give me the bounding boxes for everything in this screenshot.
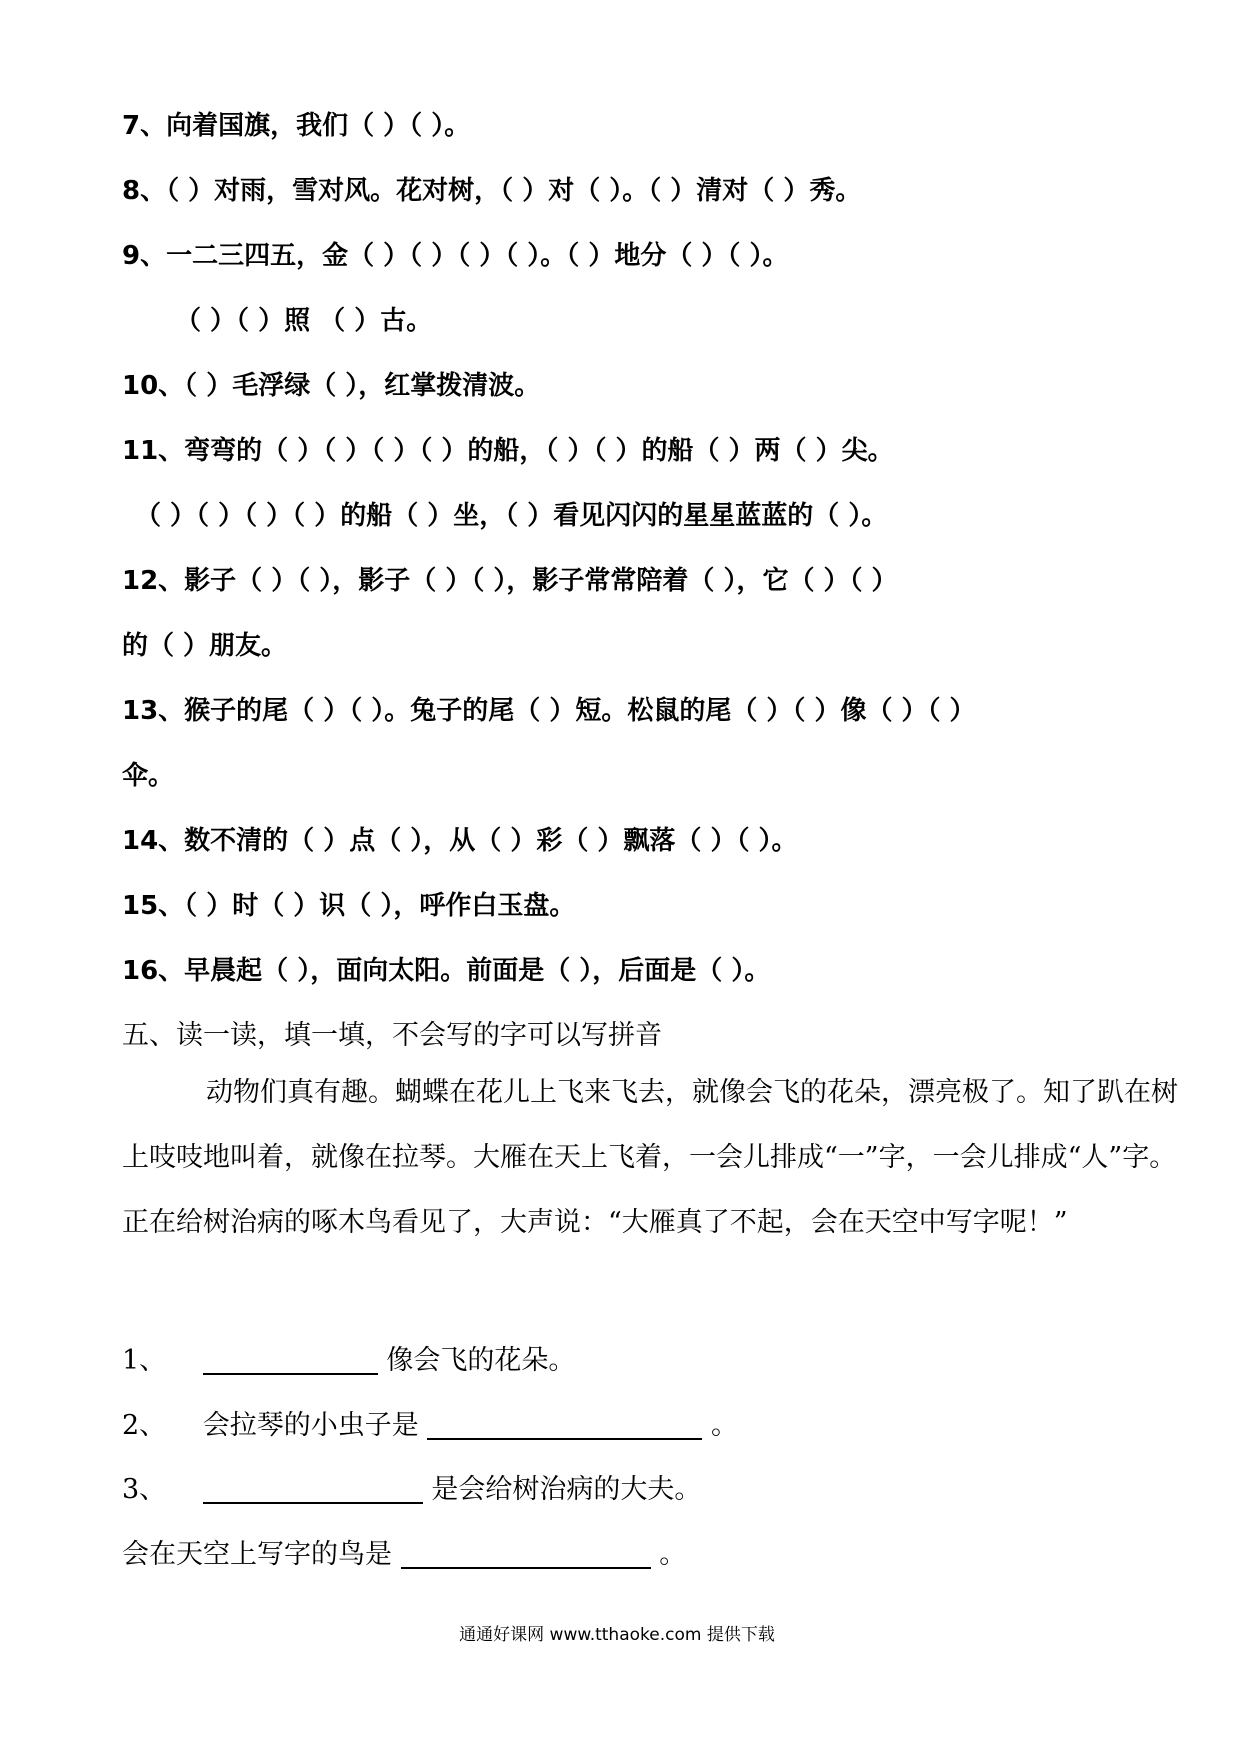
fill-item-1 [122,1338,575,1377]
question-13-line-1: 13、猴子的尾（ ）（ ）。兔子的尾（ ）短。松鼠的尾（ ）（ ）像（ ）（ ） [122,696,976,726]
fill-item-2-number: 2、 [122,1410,167,1441]
question-8: 8、（ ）对雨，雪对风。花对树，（ ）对（ ）。（ ）清对（ ）秀。 [122,176,862,206]
question-9-line-2: （ ）（ ）照 （ ）古。 [175,306,433,336]
fill-item-2-answer-blank[interactable] [427,1408,702,1440]
question-15: 15、（ ）时（ ）识（ ），呼作白玉盘。 [122,891,576,921]
fill-item-4 [122,1532,686,1571]
question-14: 14、数不清的（ ）点（ ），从（ ）彩（ ）飘落（ ）（ ）。 [122,826,798,856]
question-11-line-2: （ ）（ ）（ ）（ ）的船（ ）坐，（ ）看见闪闪的星星蓝蓝的（ ）。 [135,501,888,531]
question-9-line-1: 9、一二三四五，金（ ）（ ）（ ）（ ）。（ ）地分（ ）（ ）。 [122,241,789,271]
fill-item-4-answer-blank[interactable] [401,1537,651,1569]
fill-item-2-text-after: 。 [710,1410,738,1441]
page-footer: 通通好课网 www.tthaoke.com 提供下载 [459,1625,775,1645]
fill-item-1-number: 1、 [122,1345,167,1376]
fill-item-3-text-after: 是会给树治病的大夫。 [431,1474,702,1505]
question-16: 16、早晨起（ ），面向太阳。前面是（ ），后面是（ ）。 [122,956,771,986]
question-13-line-2: 伞。 [122,761,175,791]
section-5-heading: 五、读一读，填一填，不会写的字可以写拼音 [122,1020,662,1051]
question-10: 10、（ ）毛浮绿（ ），红掌拨清波。 [122,371,541,401]
fill-item-3-answer-blank[interactable] [203,1472,423,1504]
reading-passage: 动物们真有趣。蝴蝶在花儿上飞来飞去，就像会飞的花朵，漂亮极了。知了趴在树上吱吱地叫着，就像在拉琴。大雁在天上飞着，一会儿排成“一”字，一会儿排成“人”字。正在给树治病的啄木鸟看见了，大声说：“大雁真了不起，会在天空中写字呢！” [122,1077,1178,1238]
fill-item-1-answer-blank[interactable] [203,1343,378,1375]
fill-item-4-text-after: 。 [659,1539,687,1570]
fill-item-4-text-before: 会在天空上写字的鸟是 [122,1539,392,1570]
question-7: 7、向着国旗，我们（ ）（ ）。 [122,111,471,141]
question-11-line-1: 11、弯弯的（ ）（ ）（ ）（ ）的船，（ ）（ ）的船（ ）两（ ）尖。 [122,436,894,466]
fill-item-1-text-after: 像会飞的花朵。 [386,1345,576,1376]
fill-item-3 [122,1467,701,1506]
question-12-line-1: 12、影子（ ）（ ），影子（ ）（ ），影子常常陪着（ ），它（ ）（ ） [122,566,898,596]
fill-item-2 [122,1403,738,1442]
fill-item-2-text-before: 会拉琴的小虫子是 [202,1410,419,1441]
question-12-line-2: 的（ ）朋友。 [122,631,288,661]
fill-item-3-number: 3、 [122,1474,167,1505]
